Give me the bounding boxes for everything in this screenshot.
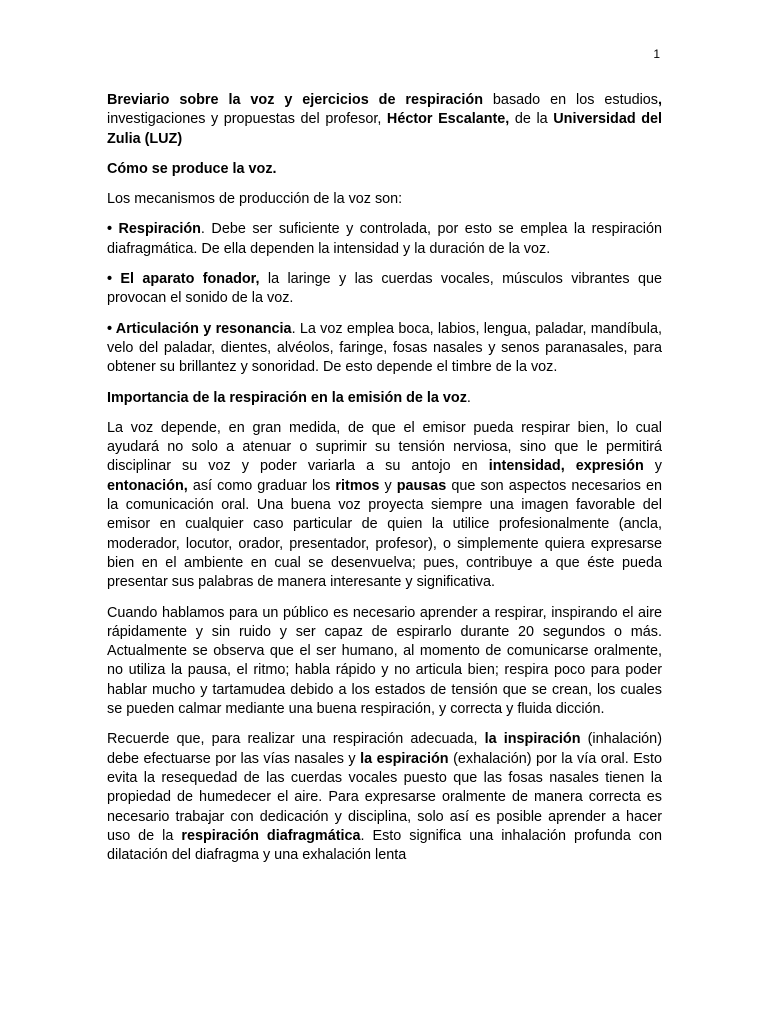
paragraph: La voz depende, en gran medida, de que el emisor pueda respirar bien, lo cual ayudará no solo a atenuar o suprimir su tensión nerviosa, sino que le permitirá disciplinar su voz y poder variarla a su antojo en intensidad, expresión y entonación, así como graduar los ritmos y pausas que son aspectos necesarios en la comunicación oral. Una buena voz proyecta siempre una imagen favorable del emisor en cualquier caso particular de quien la utilice profesionalmente (ancla, moderador, locutor, orador, presentador, profesor), o simplemente quiera expresarse bien en el ambiente en cual se desenvuelva; pues, contribuye a que éste pueda presentar sus palabras de manera interesante y significativa.: [107, 419, 663, 591]
paragraph: Cuando hablamos para un público es necesario aprender a respirar, inspirando el aire rápidamente y sin ruido y ser capaz de espirarlo durante 20 segundos o más. Actualmente se observa que el ser humano, al momento de comunicarse oralmente, no utiliza la pausa, el ritmo; habla rápido y no articula bien; respira poco para poder hablar mucho y tartamudea debido a los estados de tensión que se crean, los cuales se pueden calmar mediante una buena respiración, y correcta y fluida dicción.: [107, 604, 662, 718]
bullet-item: • Articulación y resonancia. La voz emplea boca, labios, lengua, paladar, mandíbula, velo del paladar, dientes, alvéolos, faringe, fosas nasales y senos paranasales, para obtener su brillantez y sonoridad. De esto depende el timbre de la voz.: [107, 320, 662, 376]
university-name: Universidad del Zulia (LUZ): [107, 111, 663, 147]
paragraph: Los mecanismos de producción de la voz son:: [107, 191, 403, 208]
author-name: Héctor Escalante,: [386, 111, 510, 128]
bullet-item: • Respiración. Debe ser suficiente y controlada, por esto se emplea la respiración diafragmática. De ella dependen la intensidad y la duración de la voz.: [107, 221, 662, 257]
page-number: 1: [653, 47, 660, 61]
bullet-item: • El aparato fonador, la laringe y las cuerdas vocales, músculos vibrantes que provocan el sonido de la voz.: [107, 271, 662, 307]
document-title: Breviario sobre la voz y ejercicios de respiración: [107, 92, 483, 108]
section-heading: Cómo se produce la voz.: [107, 160, 277, 177]
document-body: [107, 91, 662, 876]
section-heading: Importancia de la respiración en la emisión de la voz.: [107, 389, 471, 406]
document-header: Breviario sobre la voz y ejercicios de respiración basado en los estudios, investigaciones y propuestas del profesor, Héctor Escalante, de la Universidad del Zulia (LUZ): [107, 92, 663, 147]
paragraph: Recuerde que, para realizar una respiración adecuada, la inspiración (inhalación) debe efectuarse por las vías nasales y la espiración (exhalación) por la vía oral. Esto evita la resequedad de las cuerdas vocales puesto que las fosas nasales tienen la propiedad de humedecer el aire. Para expresarse oralmente de manera correcta es necesario trabajar con dedicación y disciplina, solo así es posible aprender a hacer uso de la respiración diafragmática. Esto significa una inhalación profunda con dilatación del diafragma y una exhalación lenta: [107, 731, 662, 864]
